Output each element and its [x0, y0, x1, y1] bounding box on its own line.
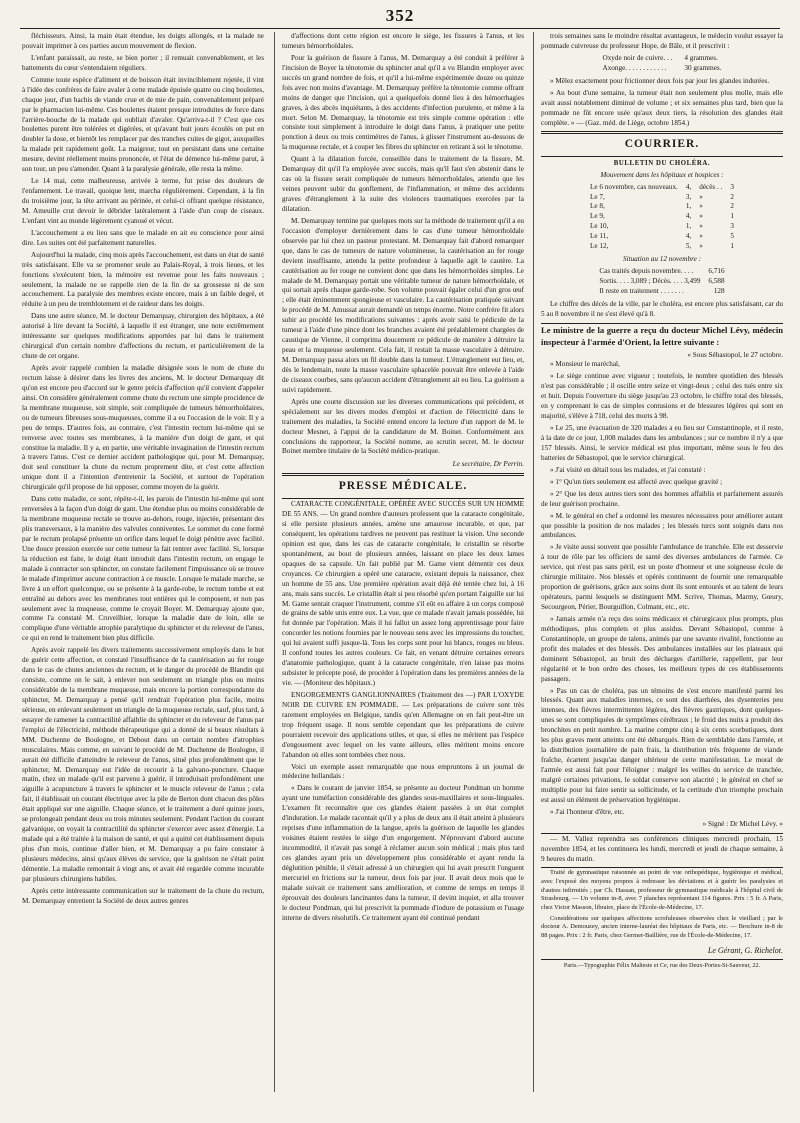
formula-dose: 30 grammes.: [684, 63, 722, 72]
article-paragraph: Pour la guérison de fissure à l'anus, M. Demarquay a été conduit à préférer à l'incision de Boyer la ténotomie du sphincter anal qu'il a vu Blandin employer avec succès un grand nombre de fois, et qu'il a lui-même expérimentée douze ou quinze fois avec non moins d'avantage. M. Demarquay préfère la ténotomie comme offrant moins de danger que l'incision, qui a quelquefois donné lieu à des hémorrhagies graves, à des abcès inquiétants, à des accidents d'infection purulente, et même à la mort. Selon M. Demarquay, la ténotomie est très simple comme opération : elle consiste tout simplement à introduire le doigt dans l'anus, à pratiquer une petite ponction à deux ou trois centimètres de l'anus, à glisser l'instrument au-dessous de la muqueuse rectale, et à couper les fibres du sphincter en retirant à soi le ténotome.: [282, 53, 524, 152]
daily-row: [586, 222, 738, 232]
article-paragraph: Le 14 mai, cette malheureuse, arrivée à terme, fut prise des douleurs de l'enfantement. Le travail, quoique lent, marcha régulièrement. Cependant, à la fin du troisième jour, la tête arrivant au périnée, et celui-ci offrant quelque résistance, M. Ameuille crut devoir le débrider latéralement à l'aide d'un coup de ciseaux. L'enfant vint au monde légèrement cyanosé et vécut.: [22, 177, 264, 225]
letter-paragraph: » Je visite aussi souvent que possible l'ambulance de tranchée. Elle est desservie à tour de rôle par les officiers de santé des diverses ambulances de l'armée. Ce service, qui n'est pas sans péril, est un poste d'honneur et une soigneuse école de chirurgie militaire. Nos blessés et opérés continuent de fournir une remarquable proportion de guérisons, grâce aux soins dont ils sont entourés et au talent de leurs opérateurs, parmi lesquels se distinguent MM. Scrive, Thomas, Marmy, Gœury, Secourgeon, Périer, Bourguillon, Colmant, etc., etc.: [541, 543, 783, 612]
column-divider: [533, 32, 534, 1092]
situation-title: Situation au 12 novembre :: [623, 255, 701, 264]
formula-dose: 4 grammes.: [684, 53, 718, 62]
daily-row: [586, 183, 738, 193]
daily-row: [586, 193, 738, 203]
article-paragraph: M. Demarquay termine par quelques mots sur la méthode de traitement qu'il a eu l'occasion d'employer dernièrement dans le cas d'une tumeur hémorrhoïdale observée par lui chez un pasteur protestant. M. Demarquay fait d'abord remarquer que, dans le cas de tumeurs de nature volumineuse, la cautérisation au fer rouge devient insuffisante, attendu la petite profondeur à laquelle agit le cautère. La cautérisation au fer rouge ne convient donc que dans les hémorrhoïdes simples. Le malade de M. Demarquay portait une véritable tumeur de nature hémorrhoïdale, et qui sortait après chaque garde-robe. Son volume pouvait égaler celui d'un gros œuf ; elle était éminemment spongieuse et vasculaire. La cautérisation pratiquée suivant le procédé de M. Amussat aurait demandé un temps énorme. Notre confrère fit alors subir au procédé les modifications suivantes : après avoir saisi le pédicule de la tumeur à l'aide d'une pince dont les branches avaient été préalablement chargées de caustique de Vienne, il comprima doucement ce pédicule de manière à détruire la peau et la muqueuse seulement. Cela fait, il restait la masse vasculaire à détruire. M. Demarquay passa alors un fil double dans la tumeur. L'étranglement eut lieu, et, dès le lendemain, toute la masse vasculaire sphacelée pouvait être enlevée à l'aide de ciseaux courbes, sans qu'aucun accident d'étranglement ait eu lieu. La guérison a suivi rapidement.: [282, 216, 524, 394]
daily-date: Le 7,: [590, 192, 605, 201]
article-paragraph: Quant à la dilatation forcée, conseillée dans le traitement de la fissure, M. Demarquay dit qu'il l'a employée avec succès, mais qu'il faut s'en abstenir dans le cas où la fissure serait compliquée de tumeurs hémorrhoïdales, attendu que les veines peuvent subir du gonflement, de l'inflammation, et même des accidents graves d'étranglement à la suite des violences traumatiques exercées par la dilatation.: [282, 155, 524, 213]
article-paragraph: Après cette intéressante communication sur le traitement de la chute du rectum, M. Demarquay entretient la Société de deux autres genres: [22, 886, 264, 905]
situation-label: Il reste en traitement . . . . . . .: [599, 286, 684, 295]
letter-signed: » Signé : Dr Michel Lévy. »: [702, 819, 783, 828]
formula-row: [597, 54, 728, 64]
bulletin-subtitle: Mouvement dans les hôpitaux et hospices :: [600, 170, 724, 179]
column-divider: [274, 32, 275, 1092]
daily-cases: 5,: [685, 242, 692, 251]
daily-deaths: 2: [730, 202, 734, 211]
article-paragraph: trois semaines sans le moindre résultat avantageux, le médecin voulut essayer la pommade cuivreuse du professeur Hope, de Bâle, et il prescrivit :: [541, 32, 783, 50]
book-advertisement: Considérations sur quelques affections scrofuleuses observées chez le vieillard ; par le docteur A. Demouzey, ancien interne-lauréat des hôpitaux de Paris, etc. — Brochure in-8 de 88 pages. Prix : 2 fr. Paris, chez Germer-Baillière, rue de l'École-de-Médecine, 17.: [541, 914, 783, 939]
press-paragraph: CATARACTE CONGÉNITALE, OPÉRÉE AVEC SUCCÈS SUR UN HOMME DE 55 ANS. — Un grand nombre d'auteurs professent que la cataracte congénitale, si elle persiste plusieurs années, amène une amaurose incurable, et que, par conséquent, les opérations tardives ne peuvent pas restituer la vision. Une seconde opinion est que, dans les cas de cataracte congénitale, le cristallin se résorbe spontanément, au bout de plusieurs années, laissant en place les deux lames opaques de sa capsule. Un fait publié par M. Game vient démentir ces deux croyances. Ce chirurgien a opéré une cataracte, existant depuis la naissance, chez un homme de 55 ans. Une première opération avait déjà été tentée chez lui, à 16 ans, mais sans succès. Le cristallin était si peu résorbé qu'en portant l'aiguille sur lui M. Game sentait craquer l'instrument, comme s'il eût eu affaire à un corps composé de grains de sable unis entre eux. La vue, que ce malade n'avait jamais possédée, lui fut donnée par l'opération. Mais il lui fallut un assez long apprentissage pour faire concorder les notions fournies par le nouveau sens avec les impressions du toucher, qui lui avaient suffi jusque-là. Tous les corps sont pour lui blancs, rouges ou bleus. Il confond toutes les autres couleurs. Ce fait, en venant détruire certaines erreurs d'anatomie pathologique, quant à la cataracte congénitale, n'en laisse pas moins subsister le précepte posé, de procéder à l'opération dans les premières années de la vie. — (Moniteur des hôpitaux.): [282, 500, 524, 688]
section-rule: [541, 131, 783, 134]
situation-value: 6,588: [708, 277, 725, 286]
article-paragraph: fléchisseurs. Ainsi, la main était étendue, les doigts allongés, et la malade ne pouvait imprimer à ces parties aucun mouvement de flexion.: [22, 32, 264, 50]
daily-date: Le 6 novembre, cas nouveaux.: [590, 182, 678, 191]
daily-deaths: 1: [730, 242, 734, 251]
article-paragraph: » Mêlez exactement pour frictionner deux fois par jour les glandes indurées.: [550, 76, 770, 85]
cholera-daily-table: [586, 183, 738, 253]
situation-row: [595, 277, 728, 287]
column-2: [282, 32, 524, 1092]
daily-cases: 4,: [685, 182, 692, 191]
situation-label: Sortis. . . . 3,089 ; Décès. . . . 3,499: [599, 277, 701, 286]
section-rule: [541, 156, 783, 157]
daily-deaths: 3: [730, 182, 734, 191]
letter-paragraph: » Monsieur le maréchal,: [550, 360, 620, 369]
article-paragraph: Dans cette maladie, ce sont, répète-t-il, les parois de l'intestin lui-même qui sont renversées à la façon d'un doigt de gant. Une étendue plus ou moins considérable de la membrane muqueuse rectale se trouve au-dehors, rouge, injectée, présentant des plis transversaux, à la manière des valvules conniventes. Le sommet du cone formé par le rectum prolapsé présente un orifice dans lequel le doigt pénètre avec facilité. Une douce pression exercée sur cette tumeur la fait rentrer avec facilité. Si, lorsque la réduction est faite, le doigt étant introduit dans l'intestin rectum, on engage le malade à contracter son sphincter, on constate facilement l'impuissance où se trouve le malade d'imprimer aucune contraction à ce muscle. Lorsque le malade marche, se livre à un effort quelconque, ou se présente à la garde-robe, le rectum tombe et est entraîné au dehors avec les membranes tout entières qui le composent, et non pas seulement avec la muqueuse, comme le croyait Boyer. M. Demarquay ajoute que, comme l'a constaté M. Cruveilhier, lorsque la maladie date de loin, elle se complique d'une véritable atrophie paralytique du sphincter et du releveur de l'anus, ce qui en rend le traitement bien plus difficile.: [22, 495, 264, 643]
page-number: 352: [385, 6, 415, 25]
section-title: PRESSE MÉDICALE.: [338, 480, 468, 493]
secretary-signature: Le secrétaire, Dr Perrin.: [452, 460, 524, 469]
letter-paragraph: » Jamais armée n'a reçu des soins médicaux et chirurgicaux plus prompts, plus méthodiques, plus complets et plus assidus. Devant Sébastopol, comme à Constantinople, un groupe de talens, animés par une savante rivalité, fonctionne au profit des malades et des blessés. Des ambulances installées sur les plateaux qui dominent Sébastopol, au bruit des décharges d'artillerie, rappellent, par leur régularité et le bon ordre des choses, les meilleurs types de ces établissements passagers.: [541, 614, 783, 683]
formula-row: [597, 64, 728, 74]
daily-date: Le 9,: [590, 212, 605, 221]
daily-deaths-label: »: [699, 242, 703, 251]
situation-value: 128: [713, 286, 725, 295]
book-advertisement: Traité de gymnastique raisonnée au point de vue orthopédique, hygiénique et médical, avec l'exposé des moyens propres à redresser les déviations et à guérir les paralysies et d'autres infirmités ; par Ch. Hassan, professeur de gymnastique médicale à l'hôpital civil de Strasbourg. — Un volume in-8, avec 7 planches représentant 114 figures. Prix : 5 fr. A Paris, chez Victor Masson, libraire, place de l'École-de-Médecine, 17.: [541, 869, 783, 912]
letter-dateline: « Sous Sébastopol, le 27 octobre.: [687, 350, 783, 359]
press-paragraph: Voici un exemple assez remarquable que nous empruntons à un journal de médecine hollandais :: [282, 762, 524, 781]
formula-ingredient: Oxyde noir de cuivre. . .: [602, 53, 673, 62]
daily-deaths: 3: [730, 222, 734, 231]
section-rule: [541, 959, 783, 960]
article-paragraph: L'accouchement a eu lieu sans que le malade en ait eu conscience pour ainsi dire. Les suites ont été parfaitement naturelles.: [22, 228, 264, 247]
letter-lead: Le ministre de la guerre a reçu du docteur Michel Lévy, médecin inspecteur à l'armée d'Orient, la lettre suivante :: [541, 324, 783, 347]
daily-row: [586, 212, 738, 222]
situation-row: [595, 287, 728, 297]
article-paragraph: Après avoir rappelé les divers traitements successivement employés dans le but de guérir cette affection, et constaté l'insuffisance de la cautérisation au fer rouge dans le cas de chutes anciennes du rectum, et le danger du procédé de Blandin qui consiste, comme on le sait, à enlever non seulement un triangle plus ou moins considérable de la membrane muqueuse, mais encore la portion correspondante du sphincter, M. Demarquay a pensé qu'il rendrait l'opération plus facile, moins sérieuse, en enlevant seulement un triangle de la muqueuse rectale, sauf, plus tard, à essayer de ramener la contractilité affaiblie du sphincter et du releveur de l'anus par l'emploi de l'électricité, méthode thérapeutique qui a donné de si beaux résultats à MM. Duchenne de Boulogne, et Debout dans un certain nombre d'atrophies musculaires. Mais comme, en suivant le procédé de M. Duchenne de Boulogne, il aurait été difficile d'atteindre le releveur de l'anus, situé plus profondément que le sphincter, M. Demarquay eut l'idée de recourir à la galvano-puncture. Chaque matin, chez un malade qu'il est parvenu à guérir, il introduisait profondément une aiguille à acupuncture à travers le sphincter et le muscle releveur de l'anus ; cela fait, il établissait un courant électrique avec la pile de Berton dont chacun des pôles était appliqué sur une aiguille. Chaque séance, et le traitement a duré quinze jours, se prolongeait pendant deux ou trois minutes seulement. Pendant l'action du courant galvanique, on voyait la contractilité du sphincter s'exercer avec assez d'énergie. La malade qui a été traitée à la maison de santé, et qui a quitté cet établissement depuis plus d'un mois, continue d'aller bien, et M. Demarquay a pu faire constater à plusieurs médecins, ainsi qu'aux élèves du service, que la guérison ne s'était point démentie. La maladie remontait à vingt ans, et avait été regardée comme incurable par plusieurs chirurgiens habiles.: [22, 646, 264, 883]
daily-deaths-label: »: [699, 202, 703, 211]
daily-deaths: 5: [730, 232, 734, 241]
daily-row: [586, 242, 738, 252]
daily-deaths-label: »: [699, 222, 703, 231]
press-paragraph: ENGORGEMENTS GANGLIONNAIRES (Traitement des —) PAR L'OXYDE NOIR DE CUIVRE EN POMMADE. — Les préparations de cuivre sont très rarement employées en Belgique, tandis qu'en Allemagne on en fait peut-être un trop fréquent usage. Il nous semble cependant que les préparations de cuivre pourraient recevoir des applications utiles, et que, si elles ne méritent pas l'espèce d'engouement avec lequel on les vante ailleurs, elles méritent moins encore l'abandon où elles sont tombées chez nous.: [282, 690, 524, 759]
daily-cases: 4,: [685, 232, 692, 241]
letter-paragraph: » Pas un cas de choléra, pas un témoins de s'est encore manifesté parmi les blessés. Quant aux maladies internes, ce sont des diarrhées, des dysenteries peu intenses, des fièvres intermittentes légères, des fièvres gastriques, dont quelques-unes se sont compliquées de symptômes cérébraux ; le froid des nuits a produit des bronchites en petit nombre. La marine compte cinq à six cents scorbutiques, dont les plus graves ment atteints ont été débarqués. Rien de semblable dans l'armée, et la distribution journalière de pain frais, la distribution très fréquente de viande fraîche, écartent jusqu'au danger ultérieur de cette manifestation. Le moral de l'armée est aussi fait pour l'éloigner : malgré les veilles du service de tranchée, malgré certaines privations, le soldat conserve son alacrité ; le général en chef se multiplie pour lui faire sentir sa sollicitude, et la certitude d'un triomphe prochain est aussi un élément de préservation hygiénique.: [541, 686, 783, 804]
letter-paragraph: » J'ai visité en détail tous les malades, et j'ai constaté :: [550, 465, 706, 474]
daily-row: [586, 202, 738, 212]
formula-ingredient: Axonge. . . . . . . . . . . .: [602, 63, 667, 72]
daily-date: Le 12,: [590, 242, 609, 251]
letter-paragraph: » J'ai l'honneur d'être, etc.: [550, 807, 625, 816]
cholera-situation-table: [595, 267, 728, 297]
daily-date: Le 11,: [590, 232, 609, 241]
bulletin-title: BULLETIN DU CHOLÉRA.: [613, 160, 711, 168]
top-rule: [20, 28, 780, 29]
prescription-formula: [597, 54, 728, 74]
daily-deaths-label: »: [699, 232, 703, 241]
press-paragraph: « Dans le courant de janvier 1854, se présente au docteur Pondman un homme ayant une tuméfaction considérable des glandes sous-maxillaires et sous-linguales. L'examen fit reconnaître que ces glandes étaient passées à un état complet d'induration. Le malade racontait qu'il y a plus de deux ans il était atteint à plusieurs reprises d'une inflammation de la langue, après la guérison de laquelle les glandes voisines étaient restées le siège d'un engorgement. N'éprouvant d'abord aucune incommodité, il n'avait pas songé à réclamer aucun soin médical ; mais plus tard ces glandes ayant pris un développement plus considérable et ayant rendu la déglutition pénible, il s'était adressé à un chirurgien qui lui avait prescrit l'onguent mercuriel en frictions sur la tumeur, deux fois par jour. Il avait deux mois que le malade suivait ce traitement sans amélioration, et comme de temps en temps il éprouvait des douleurs lancinantes dans la tumeur, il devint inquiet, et alla trouver le docteur Pondman, qui lui prescrivit la pommade d'iodure de potassium et l'usage interne de divers résolutifs. Ce traitement ayant été continué pendant: [282, 784, 524, 922]
daily-date: Le 8,: [590, 202, 605, 211]
article-paragraph: d'affections dont cette région est encore le siège, les fissures à l'anus, et les tumeurs hémorrhoïdales.: [282, 32, 524, 50]
section-rule: [541, 867, 783, 868]
daily-deaths-label: »: [699, 192, 703, 201]
article-paragraph: Après avoir rappelé combien la maladie désignée sous le nom de chute du rectum laisse à désirer dans les livres des anciens, M. le docteur Demarquay dit qu'on est encore peu d'accord sur le genre précis d'affection qu'il convient d'appeler ainsi. On considère généralement comme chute du rectum une simple procidence de la membrane muqueuse, soit simple, soit compliquée de tumeurs hémorrhoïdaires, ou de tumeurs fibreuses sous-muqueuses, comme il a eu l'occasion de le voir. Il y a peu de temps. D'autres fois, au contraire, c'est l'intestin rectum lui-même qui se renverse avec toutes ses membranes, à la manière d'un doigt de gant, et qui constitue la maladie. Il y a, en partie, une véritable invagination de l'intestin rectum à travers l'anus. C'est ce dernier accident pathologique qui, pour M. Demarquay, doit seul constituer la chute du rectum proprement dite, et c'est cette affection unique dont il a l'intention d'entretenir la Société, et surtout de l'opération chirurgicale qu'il propose de lui opposer, comme moyen de la guérir.: [22, 364, 264, 492]
letter-paragraph: » Le siège continue avec vigueur ; toutefois, le nombre quotidien des blessés n'est pas considérable ; il oscille entre seize et vingt-deux ; celui des tués entre six et huit. Depuis l'ouverture du siège jusqu'au 23 octobre, le chiffre total des blessés, en y comprenant le cas de simples contusions et de blessures légères qui sont en majorité, s'élève à 718, celui des morts à 98.: [541, 372, 783, 421]
daily-cases: 4,: [685, 212, 692, 221]
daily-deaths: 2: [730, 192, 734, 201]
courrier-title: COURRIER.: [624, 138, 700, 151]
daily-cases: 1,: [685, 202, 692, 211]
article-paragraph: Comme toute espèce d'aliment et de boisson était invinciblement rejetée, il vint à l'idée des confrères de faire avaler à cette malade épuisée quatre ou cinq boulettes, chaque jour, d'un hachis de viande crue et de mie de pain, convenablement préparé par le pharmacien lui-même. Ces boulettes étaient presque introduites de force dans l'arrière-bouche de la malade qui oubliait d'avaler. Qu'arriva-t-il ? C'est que ces boulettes purent être tolérées et digérées, et qu'avant huit jours écoulés on put en doubler la dose, et bientôt les remplacer par des tranches cuites de gigot, auxquelles la malade prit rapidement goût. La maigreur, tout en persistant dans une certaine mesure, devint réellement moins prononcée, et l'état de démence lui-même parut, à son tour, un peu s'amender. Quant à la paralysie générale, elle resta la même.: [22, 75, 264, 174]
gerant-signature: Le Gérant, G. Richelot.: [707, 945, 783, 955]
column-1: [22, 32, 264, 1092]
situation-value: 6,716: [708, 267, 725, 276]
situation-row: [595, 267, 728, 277]
article-paragraph: L'enfant paraissait, au reste, se bien porter ; il remuait convenablement, et les battements du cœur s'entendaient réguliers.: [22, 53, 264, 72]
letter-paragraph: » Le 25, une évacuation de 320 malades a eu lieu sur Constantinople, et il reste, à la date de ce jour, 1,008 malades dans les ambulances ; sur ce nombre il n'y a que 157 blessés. Ainsi, le service médical est plus important, même sous le feu des batteries de Sébastopol, que le service chirurgical.: [541, 424, 783, 462]
article-paragraph: Dans une autre séance, M. le docteur Demarquay, chirurgien des hôpitaux, a été autorisé à lire devant la Société, à laquelle il est étranger, une note extrêmement intéressante sur quelques modifications apportées par lui dans le traitement chirurgical d'un certain nombre d'affections du rectum, et particulièrement de la chute de cet organe.: [22, 312, 264, 361]
letter-paragraph: » 1° Qu'un tiers seulement est affecté avec quelque gravité ;: [550, 477, 723, 486]
daily-deaths-label: décès . .: [699, 182, 723, 191]
article-paragraph: Aujourd'hui la malade, cinq mois après l'accouchement, est dans un état de santé très satisfaisant. Elle va se promener seule au Palais-Royal, à trois lieues, et les fonctions s'exécutent bien, la mémoire est revenue pour les faits nouveaux ; seulement, la malade ne se rappelle rien de la fin de sa grossesse ni de son accouchement. La paralysie des membres existe encore, mais à un faible degré, et réduite à un peu de tremblotement et de raideur dans les doigts.: [22, 250, 264, 309]
daily-date: Le 10,: [590, 222, 609, 231]
column-3: [541, 32, 783, 1092]
article-paragraph: Après une courte discussion sur les diverses communications qui précèdent, et spécialement sur les divers modes d'emploi et d'action de l'électricité dans le traitement des maladies, la Société entend encore la lecture d'un rapport de M. le docteur Mesnet, à l'appui de la candidature de M. Boinet. Conformément aux conclusions du rapporteur, la Société nomme, au scrutin secret, M. le docteur Boinet membre titulaire de la Société médico-pratique.: [282, 397, 524, 456]
situation-label: Cas traités depuis novembre. . . .: [599, 267, 694, 276]
daily-deaths: 1: [730, 212, 734, 221]
daily-deaths-label: »: [699, 212, 703, 221]
printer-imprint: Paris.—Typographie Félix Malteste et Ce, rue des Deux-Portes-St-Sauveur, 22.: [563, 961, 761, 969]
section-rule: [541, 833, 783, 834]
letter-paragraph: » M. le général en chef a ordonné les mesures nécessaires pour améliorer autant que possible la position de nos malades ; les blessés turcs sont soignés dans nos ambulances.: [541, 511, 783, 540]
daily-cases: 3,: [685, 192, 692, 201]
section-rule: [541, 323, 783, 324]
article-paragraph: Le chiffre des décès de la ville, par le choléra, est encore plus satisfaisant, car du 5 au 8 novembre il ne s'est élevé qu'à 8.: [541, 299, 783, 318]
daily-cases: 1,: [685, 222, 692, 231]
notice-paragraph: — M. Vallez reprendra ses conférences cliniques mercredi prochain, 15 novembre 1854, et les continuera les lundi, mercredi et jeudi de chaque semaine, à 9 heures du matin.: [541, 834, 783, 863]
article-paragraph: » Au bout d'une semaine, la tumeur était non seulement plus molle, mais elle avait aussi notablement diminué de volume ; et six semaines plus tard, bien que la pommade ne fût encore usée qu'aux deux tiers, la résolution des glandes était complète. » — (Gaz. méd. de Liège, octobre 1854.): [541, 88, 783, 127]
letter-paragraph: » 2° Que les deux autres tiers sont des hommes affaiblis et parfaitement assurés de leur guérison prochaine.: [541, 489, 783, 508]
daily-row: [586, 232, 738, 242]
section-rule: [282, 473, 524, 476]
